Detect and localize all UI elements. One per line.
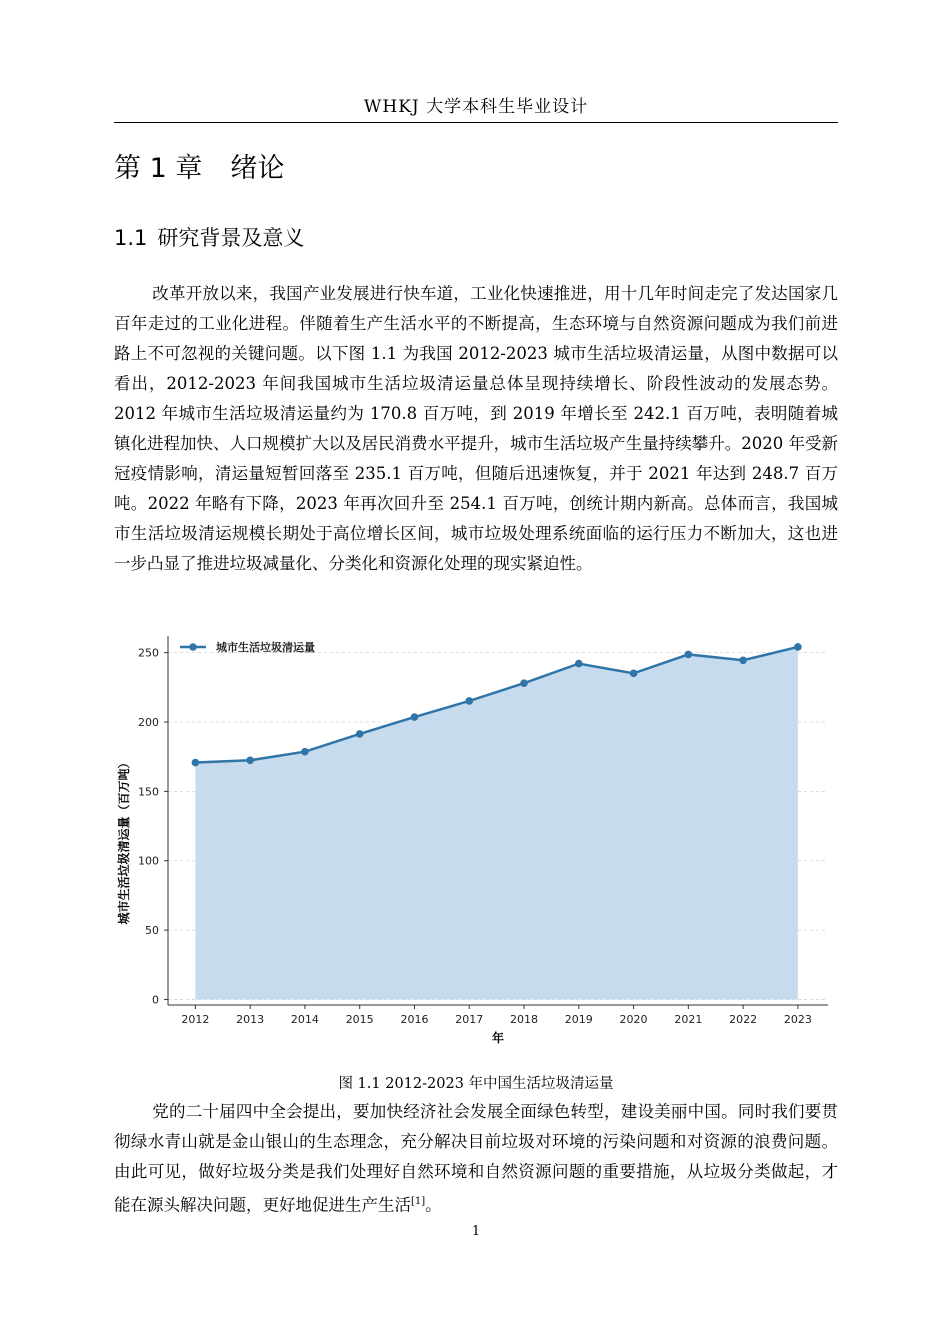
- x-tick-label-2021: 2021: [674, 1013, 703, 1026]
- data-point-2013: [246, 756, 254, 764]
- x-tick-label-2016: 2016: [400, 1013, 429, 1026]
- data-point-2014: [301, 748, 309, 756]
- legend-label: 城市生活垃圾清运量: [216, 641, 315, 654]
- x-tick-label-2014: 2014: [290, 1013, 319, 1026]
- x-tick-label-2022: 2022: [729, 1013, 758, 1026]
- page-header: WHKJ 大学本科生毕业设计: [114, 92, 838, 123]
- chart-svg: [114, 628, 838, 1048]
- section-number: 1.1: [114, 226, 148, 250]
- x-tick-label-2023: 2023: [783, 1013, 812, 1026]
- data-point-2015: [356, 730, 364, 738]
- legend-point-marker: [189, 643, 197, 651]
- data-point-2023: [794, 643, 802, 651]
- x-tick-label-2020: 2020: [619, 1013, 648, 1026]
- x-tick-label-2015: 2015: [345, 1013, 374, 1026]
- data-point-2018: [520, 679, 528, 687]
- x-tick-label-2012: 2012: [181, 1013, 210, 1026]
- x-tick-labels: [181, 1005, 811, 1026]
- section-title: 研究背景及意义: [157, 226, 305, 250]
- paragraph-policy: [114, 1097, 838, 1221]
- x-tick-label-2017: 2017: [455, 1013, 484, 1026]
- y-tick-label-150: 150: [138, 785, 159, 799]
- x-tick-label-2013: 2013: [236, 1013, 265, 1026]
- y-tick-label-200: 200: [138, 716, 159, 730]
- data-point-2012: [192, 759, 200, 767]
- citation-ref[interactable]: [1]: [411, 1196, 426, 1207]
- x-tick-label-2019: 2019: [564, 1013, 593, 1026]
- page-number: 1: [471, 1224, 481, 1239]
- data-point-2021: [685, 651, 693, 659]
- paragraph-2-text: 党的二十届四中全会提出，要加快经济社会发展全面绿色转型，建设美丽中国。同时我们要贯彻绿水青山就是金山银山的生态理念，充分解决目前垃圾对环境的污染问题和对资源的浪费问题。由此可见，做好垃圾分类是我们处理好自然环境和自然资源问题的重要措施，从垃圾分类做起，才能在源头解决问题，更好地促进生产生活: [114, 1102, 838, 1215]
- chapter-number: 第 1 章: [114, 153, 203, 184]
- paragraph-2-end: 。: [425, 1195, 442, 1215]
- paragraph-background: [114, 279, 838, 579]
- data-point-2022: [739, 656, 747, 664]
- x-tick-label-2018: 2018: [510, 1013, 539, 1026]
- y-tick-labels: [138, 647, 168, 1007]
- data-point-2020: [630, 670, 638, 678]
- paragraph-1-text: 改革开放以来，我国产业发展进行快车道，工业化快速推进，用十几年时间走完了发达国家几百年走过的工业化进程。伴随着生产生活水平的不断提高，生态环境与自然资源问题成为我们前进路上不可忽视的关键问题。以下图 1.1 为我国 2012-2023 城市生活垃圾清运量，从图中数据可以看出，2012-2023 年间我国城市生活垃圾清运量总体呈现持续增长、阶段性波动的发展态势。2012 年城市生活垃圾清运量约为 170.8 百万吨，到 2019 年增长至 242.1 百万吨，表明随着城镇化进程加快、人口规模扩大以及居民消费水平提升，城市生活垃圾产生量持续攀升。2020 年受新冠疫情影响，清运量短暂回落至 235.1 百万吨，但随后迅速恢复，并于 2021 年达到 248.7 百万吨。2022 年略有下降，2023 年再次回升至 254.1 百万吨，创统计期内新高。总体而言，我国城市生活垃圾清运规模长期处于高位增长区间，城市垃圾处理系统面临的运行压力不断加大，这也进一步凸显了推进垃圾减量化、分类化和资源化处理的现实紧迫性。: [114, 284, 838, 573]
- section-heading: [114, 222, 304, 252]
- chart-legend: [180, 640, 315, 654]
- y-tick-label-250: 250: [138, 646, 159, 660]
- y-tick-label-50: 50: [145, 924, 159, 938]
- y-tick-label-100: 100: [138, 854, 159, 868]
- chapter-heading: [114, 146, 284, 185]
- y-tick-label-0: 0: [152, 993, 159, 1007]
- data-point-2019: [575, 660, 583, 668]
- data-point-2016: [411, 713, 419, 721]
- x-axis-label: 年: [491, 1031, 505, 1045]
- data-point-2017: [465, 697, 473, 705]
- figure-caption: 图 1.1 2012-2023 年中国生活垃圾清运量: [338, 1076, 614, 1092]
- waste-chart: [114, 628, 838, 1048]
- chapter-title: 绪论: [230, 153, 285, 184]
- series-area-fill: [195, 647, 797, 999]
- y-axis-label: 城市生活垃圾清运量（百万吨）: [117, 756, 131, 925]
